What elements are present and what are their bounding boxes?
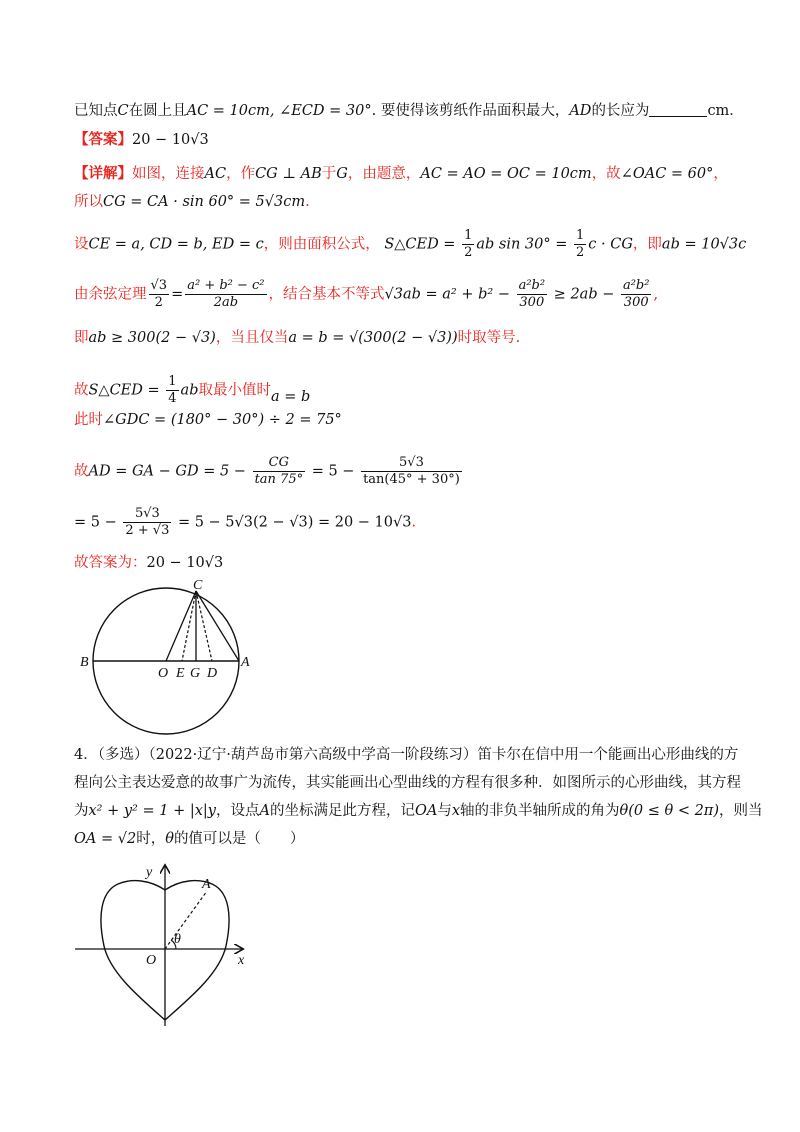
math: AC = AO = OC = 10cm — [420, 166, 592, 182]
answer-line — [74, 130, 209, 150]
text: cm． — [707, 103, 744, 119]
label-B: B — [80, 655, 89, 670]
fraction — [166, 374, 178, 407]
answer-label: 【答案】 — [74, 131, 132, 148]
math: OA = √2 — [74, 831, 137, 847]
math: AD = GA − GD = 5 − — [88, 463, 251, 480]
math: θ(0 ≤ θ < 2π) — [619, 803, 719, 819]
label-A: A — [241, 655, 250, 670]
detail-line-2 — [74, 192, 310, 212]
label-G: G — [190, 666, 201, 681]
answer-blank — [649, 102, 707, 117]
detail-line-6 — [74, 374, 310, 407]
detail-line-1 — [74, 164, 728, 184]
label-A: A — [202, 877, 211, 892]
answer-value: 20 − 10√3 — [132, 132, 209, 148]
text: 的坐标满足此方程，记 — [269, 803, 415, 819]
problem4-line-2 — [74, 773, 741, 793]
fraction — [621, 278, 652, 311]
denominator: 2 — [149, 294, 170, 311]
math: S△CED = — [384, 236, 461, 253]
conclusion-label: 故答案为： — [74, 555, 147, 571]
label-C: C — [193, 578, 203, 593]
text: ，结合基本不等式 — [268, 286, 385, 303]
heart-curve-figure — [70, 858, 260, 1038]
label-y: y — [146, 865, 153, 880]
numerator: CG — [268, 455, 289, 470]
denominator: 300 — [517, 294, 548, 311]
label-O: O — [158, 666, 169, 681]
text: 为 — [74, 803, 89, 819]
numerator: a² + b² − c² — [187, 278, 265, 293]
denominator: tan 75° — [254, 472, 304, 487]
text: 即 — [74, 330, 89, 346]
text: ，当且仅当 — [215, 330, 289, 346]
problem4-line-1 — [74, 745, 738, 765]
problem-tag: （多选）（2022·辽宁·葫芦岛市第六高级中学高一阶段练习） — [97, 747, 478, 763]
math: ∠OAC = 60° — [620, 166, 714, 182]
circle-diagram — [80, 575, 260, 735]
denominator: 4 — [168, 391, 177, 406]
label-E: E — [176, 666, 185, 681]
math: x — [451, 803, 460, 819]
detail-line-7 — [74, 410, 342, 430]
math: A — [259, 803, 270, 819]
math: CE = a, CD = b, ED = c — [88, 236, 264, 253]
text: 笛卡尔在信中用一个能画出心形曲线的方 — [477, 747, 739, 763]
denominator: 2 — [464, 245, 473, 260]
text: 与 — [437, 803, 452, 819]
text: 轴的非负半轴所成的角为 — [460, 803, 620, 819]
denominator: 2 — [576, 245, 585, 260]
fraction — [149, 278, 170, 311]
math: CG = CA · sin 60° = 5√3cm — [103, 194, 306, 210]
text: 的长应为 — [591, 103, 650, 119]
text: ， — [713, 166, 728, 182]
math: ab ≥ 300(2 − √3) — [88, 330, 216, 346]
problem3-given-line — [74, 101, 744, 121]
denominator: 2 + √3 — [125, 523, 170, 538]
text: 已知点 — [74, 103, 118, 119]
numerator: √3 — [150, 278, 168, 293]
fraction — [361, 455, 462, 488]
problem4-line-4 — [74, 829, 304, 849]
conclusion-value: 20 − 10√3 — [146, 555, 224, 571]
text: ，由题意， — [347, 166, 421, 182]
text: 故 — [74, 463, 89, 480]
math: = 5 − 5√3(2 − √3) = 20 − 10√3 — [173, 514, 412, 531]
math: = 5 − — [307, 463, 360, 480]
fraction — [574, 228, 586, 261]
math: ab sin 30° = — [476, 236, 572, 253]
text: 所以 — [74, 194, 103, 210]
detail-line-9: = 5 − $\frac{5√3}{2 + √3}$ = 5 − 5√3(2 − √3) = 20 − 10√3. — [74, 506, 417, 538]
numerator: 1 — [576, 228, 585, 243]
detail-label: 【详解】 — [74, 165, 132, 182]
label-O: O — [146, 953, 157, 968]
math: ∠GDC = (180° − 30°) ÷ 2 = 75° — [103, 412, 342, 428]
fraction — [462, 228, 474, 261]
denominator: 2ab — [185, 294, 266, 311]
segment-CE — [182, 591, 196, 661]
text: 取最小值时 — [198, 382, 271, 399]
math: c · CG — [588, 236, 633, 253]
math: = 5 − — [74, 514, 122, 531]
math: a = b = √(300(2 − √3)) — [288, 330, 458, 346]
numerator: 5√3 — [134, 506, 160, 521]
text: 的值可以是（ ） — [173, 831, 305, 847]
problem-number: 4． — [74, 747, 98, 763]
denominator: 300 — [621, 294, 652, 311]
text: 此时 — [74, 412, 103, 428]
numerator: 1 — [464, 228, 473, 243]
segment-CA — [196, 591, 239, 661]
numerator: 5√3 — [399, 455, 424, 470]
text: 于 — [321, 166, 337, 182]
math: ≥ 2ab − — [549, 286, 619, 303]
denominator: tan(45° + 30°) — [363, 472, 460, 487]
text: 程向公主表达爱意的故事广为流传，其实能画出心型曲线的方程有很多种．如图所示的心形曲线，其方程 — [74, 775, 741, 791]
text: . — [305, 194, 310, 210]
text: 由余弦定理 — [74, 286, 147, 303]
label-theta: θ — [174, 932, 181, 947]
math: S△CED = — [88, 382, 165, 399]
math: OA — [414, 803, 438, 819]
detail-line-3 — [74, 228, 746, 261]
text: 故 — [74, 382, 89, 399]
fraction — [123, 506, 171, 539]
math: a = b — [270, 388, 311, 405]
detail-line-5 — [74, 328, 520, 348]
label-D: D — [207, 666, 218, 681]
text: 设 — [74, 236, 89, 253]
numerator: 1 — [168, 374, 177, 389]
math: √3ab = a² + b² − — [384, 286, 515, 303]
text: . 要使得该剪纸作品面积最大， — [371, 103, 570, 119]
detail-line-8 — [74, 455, 464, 488]
math: G — [336, 166, 348, 182]
math: AD — [569, 103, 592, 119]
math: θ — [165, 831, 174, 847]
math: C — [117, 103, 129, 119]
text: 时取等号. — [457, 330, 521, 346]
text: ，即 — [632, 236, 662, 253]
fraction — [517, 278, 548, 311]
text: 在圆上且 — [128, 103, 187, 119]
numerator: a²b² — [518, 278, 546, 293]
math: ab — [180, 382, 199, 399]
text: 时， — [136, 831, 166, 847]
math: x² + y² = 1 + |x|y — [88, 803, 216, 819]
math: CG ⊥ AB — [255, 166, 322, 182]
problem4-line-3 — [74, 801, 763, 821]
text: ，则当 — [719, 803, 763, 819]
fraction — [185, 278, 266, 311]
math: AC — [204, 166, 227, 182]
text: ，设点 — [215, 803, 260, 819]
text: 如图，连接 — [132, 166, 205, 182]
segment-OC — [166, 591, 196, 661]
text: ，作 — [226, 166, 256, 182]
conclusion-line — [74, 553, 223, 573]
detail-line-4: 由余弦定理 $\frac{√3}{2}$ = $\frac{\text{a² + b² − c²}}{2ab}$ ，结合基本不等式√3ab = a² + b² − $\frac{\text{a²b²}}{300}$ ≥ 2ab − $\frac{\text{a²b²}}{300}$ , — [74, 278, 659, 310]
fraction — [253, 455, 306, 488]
numerator: a²b² — [622, 278, 650, 293]
math: ab = 10√3c — [661, 236, 747, 253]
label-x: x — [238, 953, 245, 968]
text: ，则由面积公式， — [263, 236, 380, 253]
segment-CD — [196, 591, 212, 661]
math: AC = 10cm, ∠ECD = 30° — [186, 103, 372, 119]
text: ，故 — [591, 166, 621, 182]
